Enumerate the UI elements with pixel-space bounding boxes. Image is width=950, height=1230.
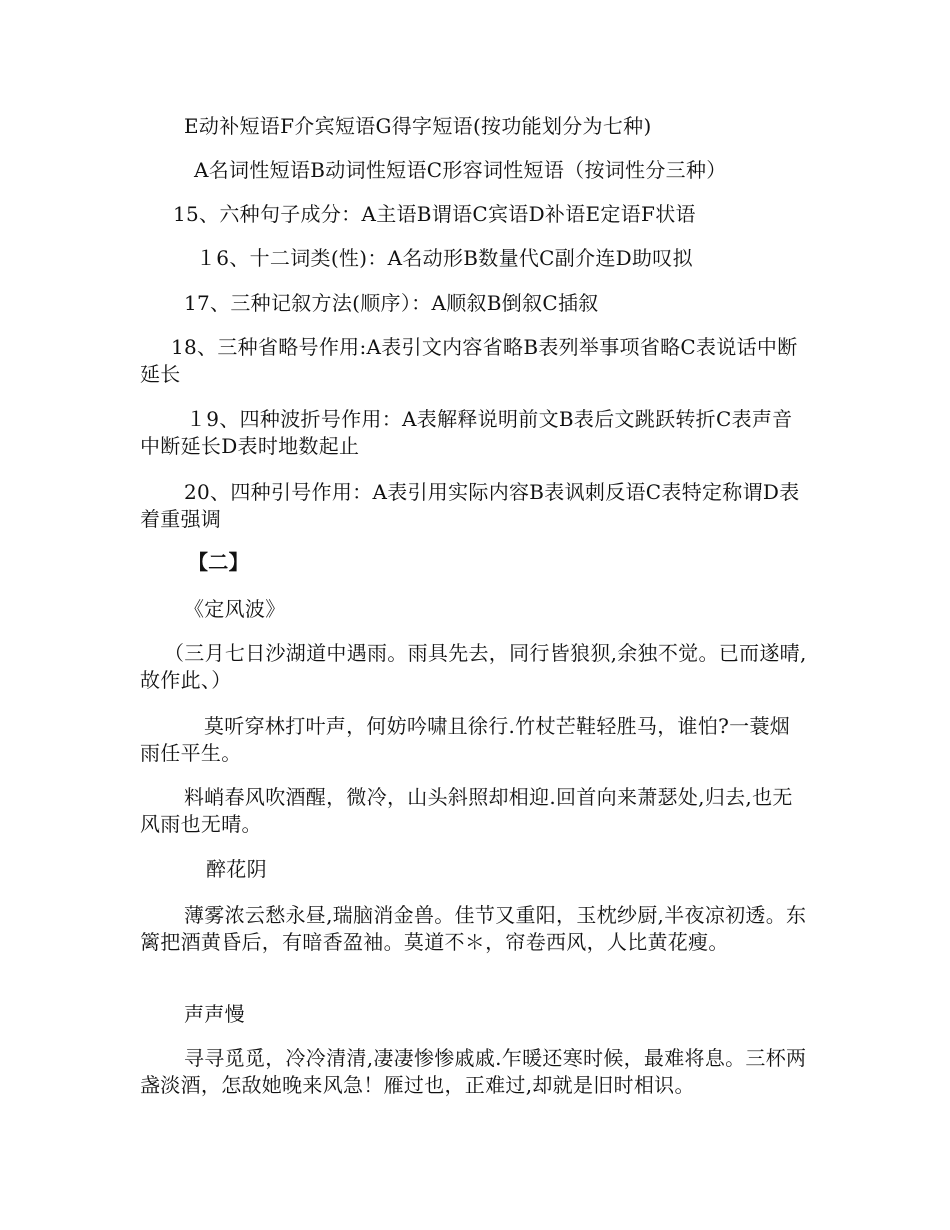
poem-body-shengshengman: 寻寻觅觅，冷冷清清,凄凄惨惨戚戚.乍暖还寒时候，最难将息。三杯两盏淡酒，怎敌她晚来风急！雁过也，正难过,却就是旧时相识。 [140, 1046, 807, 1097]
paragraph-sentence-components: 15、六种句子成分：A主语B谓语C宾语D补语E定语F状语 [173, 202, 696, 226]
paragraph-phrase-types-pos: A名词性短语B动词性短语C形容词性短语（按词性分三种） [194, 158, 727, 182]
poem-title-dingfengbo: 《定风波》 [184, 597, 286, 621]
poem-title-zuihuayin: 醉花阴 [206, 857, 267, 881]
section-heading: 【二】 [188, 550, 249, 574]
paragraph-ellipsis-usage: 18、三种省略号作用:A表引文内容省略B表列举事项省略C表说话中断延长 [140, 335, 798, 386]
paragraph-quotation-usage: 20、四种引号作用：A表引用实际内容B表讽刺反语C表特定称谓D表着重强调 [140, 480, 800, 531]
poem-stanza-2: 料峭春风吹酒醒，微冷，山头斜照却相迎.回首向来萧瑟处,归去,也无风雨也无晴。 [140, 785, 793, 836]
poem-title-shengshengman: 声声慢 [184, 1002, 245, 1026]
poem-stanza-1: 莫听穿林打叶声，何妨吟啸且徐行.竹杖芒鞋轻胜马，谁怕?一蓑烟雨任平生。 [140, 714, 791, 765]
paragraph-phrase-types-function: E动补短语F介宾短语G得字短语(按功能划分为七种) [184, 114, 652, 138]
paragraph-narrative-methods: 17、三种记叙方法(顺序）：A顺叙B倒叙C插叙 [184, 291, 599, 315]
paragraph-dash-usage: １9、四种波折号作用：A表解释说明前文B表后文跳跃转折C表声音中断延长D表时地数起止 [140, 407, 793, 458]
paragraph-word-classes: １6、十二词类(性)：A名动形B数量代C副介连D助叹拟 [196, 246, 693, 270]
poem-body-zuihuayin: 薄雾浓云愁永昼,瑞脑消金兽。佳节又重阳，玉枕纱厨,半夜凉初透。东篱把酒黄昏后，有暗香盈袖。莫道不＊，帘卷西风，人比黄花瘦。 [140, 903, 807, 954]
poem-preface: （三月七日沙湖道中遇雨。雨具先去，同行皆狼狈,余独不觉。已而遂晴,故作此、） [140, 641, 807, 692]
